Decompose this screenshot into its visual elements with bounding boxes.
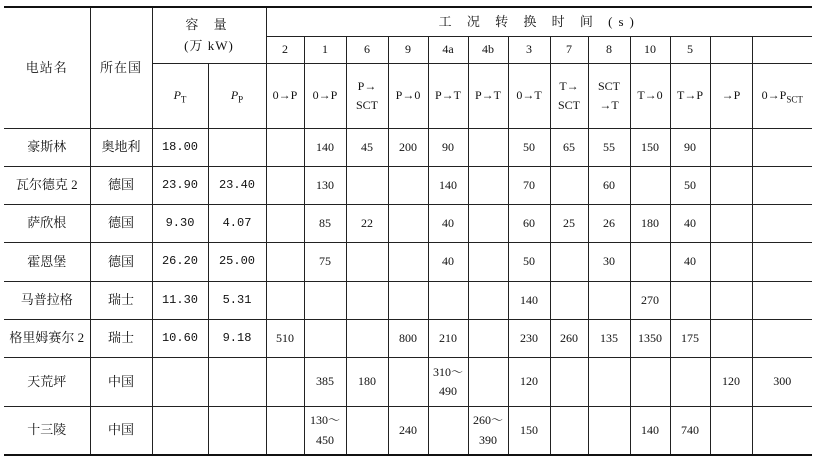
time-value-cell: 26 <box>588 205 630 243</box>
pp-value-cell: 4.07 <box>208 205 266 243</box>
time-value-cell <box>266 282 304 320</box>
trans-cell <box>550 64 588 129</box>
header-time: 工 况 转 换 时 间 (s) <box>266 7 812 37</box>
time-value-cell: 1350 <box>630 320 670 358</box>
trans-label: P→0 <box>395 88 421 103</box>
trans-cell <box>630 64 670 129</box>
pt-value-cell: 9.30 <box>152 205 208 243</box>
time-value-cell: 800 <box>388 320 428 358</box>
trans-cell <box>670 64 710 129</box>
pp-value-cell: 25.00 <box>208 243 266 282</box>
time-value-cell <box>752 129 812 167</box>
trans-cell <box>752 64 812 129</box>
time-value-cell: 22 <box>346 205 388 243</box>
time-value-cell: 70 <box>508 167 550 205</box>
pt-value-cell <box>152 407 208 456</box>
num-cell: 9 <box>388 37 428 64</box>
time-value-cell <box>588 358 630 407</box>
time-value-cell: 150 <box>508 407 550 456</box>
country-cell: 瑞士 <box>90 320 152 358</box>
time-value-cell: 310～ 490 <box>428 358 468 407</box>
time-value-cell: 740 <box>670 407 710 456</box>
num-cell: 7 <box>550 37 588 64</box>
station-name-cell: 瓦尔德克 2 <box>4 167 90 205</box>
country-cell: 德国 <box>90 243 152 282</box>
time-value-cell: 90 <box>428 129 468 167</box>
pt-value-cell <box>152 358 208 407</box>
num-cell: 1 <box>304 37 346 64</box>
num-cell <box>752 37 812 64</box>
pp-value-cell: 23.40 <box>208 167 266 205</box>
num-cell: 8 <box>588 37 630 64</box>
table-row <box>4 407 812 456</box>
time-value-cell <box>670 282 710 320</box>
time-value-cell <box>588 407 630 456</box>
station-name-cell: 天荒坪 <box>4 358 90 407</box>
time-value-cell: 60 <box>508 205 550 243</box>
num-cell: 2 <box>266 37 304 64</box>
time-value-cell <box>710 205 752 243</box>
time-value-cell: 130～ 450 <box>304 407 346 456</box>
trans-label: P→ SCT <box>355 78 378 112</box>
time-value-cell <box>588 282 630 320</box>
time-value-cell <box>752 282 812 320</box>
time-value-cell <box>468 282 508 320</box>
time-value-cell: 60 <box>588 167 630 205</box>
time-value-cell <box>630 243 670 282</box>
trans-label: SCT →T <box>597 78 620 112</box>
trans-cell <box>266 64 304 129</box>
time-value-cell <box>670 358 710 407</box>
pp-value-cell <box>208 129 266 167</box>
time-value-cell: 120 <box>710 358 752 407</box>
pp-value-cell: 5.31 <box>208 282 266 320</box>
time-value-cell <box>710 167 752 205</box>
time-value-cell <box>388 358 428 407</box>
time-value-cell: 150 <box>630 129 670 167</box>
time-value-cell <box>388 243 428 282</box>
time-value-cell <box>752 243 812 282</box>
time-value-cell: 140 <box>630 407 670 456</box>
trans-cell <box>588 64 630 129</box>
time-value-cell: 510 <box>266 320 304 358</box>
time-value-cell <box>304 320 346 358</box>
country-cell: 中国 <box>90 358 152 407</box>
table-row <box>4 167 812 205</box>
time-value-cell <box>752 407 812 456</box>
trans-label: 0→P <box>272 88 298 103</box>
time-value-cell <box>304 282 346 320</box>
num-cell <box>710 37 752 64</box>
table-container <box>4 6 812 456</box>
time-value-cell <box>266 243 304 282</box>
header-pp <box>208 64 266 129</box>
time-value-cell <box>346 320 388 358</box>
time-value-cell <box>468 243 508 282</box>
pp-symbol: P <box>230 87 239 102</box>
time-value-cell: 30 <box>588 243 630 282</box>
time-value-cell <box>710 282 752 320</box>
time-value-cell: 65 <box>550 129 588 167</box>
time-value-cell: 210 <box>428 320 468 358</box>
time-value-cell <box>346 243 388 282</box>
time-value-cell: 85 <box>304 205 346 243</box>
time-value-cell: 130 <box>304 167 346 205</box>
trans-label: 0→P <box>312 88 338 103</box>
time-value-cell: 40 <box>428 205 468 243</box>
time-value-cell <box>710 407 752 456</box>
time-value-cell <box>752 320 812 358</box>
time-value-cell: 200 <box>388 129 428 167</box>
psct-subscript: SCT <box>786 94 803 104</box>
time-value-cell <box>710 320 752 358</box>
table-body <box>4 129 812 456</box>
time-value-cell <box>346 282 388 320</box>
time-value-cell: 135 <box>588 320 630 358</box>
station-name-cell: 格里姆赛尔 2 <box>4 320 90 358</box>
time-value-cell: 180 <box>630 205 670 243</box>
time-value-cell <box>428 282 468 320</box>
capacity-label: 容 量 <box>185 16 233 32</box>
time-value-cell: 75 <box>304 243 346 282</box>
time-value-cell: 385 <box>304 358 346 407</box>
time-value-cell <box>630 167 670 205</box>
time-value-cell: 140 <box>304 129 346 167</box>
time-value-cell: 90 <box>670 129 710 167</box>
station-name-cell: 豪斯林 <box>4 129 90 167</box>
time-value-cell <box>266 205 304 243</box>
time-value-cell <box>550 358 588 407</box>
time-value-cell: 25 <box>550 205 588 243</box>
trans-label: →P <box>721 88 741 103</box>
country-cell: 瑞士 <box>90 282 152 320</box>
time-value-cell: 50 <box>670 167 710 205</box>
time-value-cell: 140 <box>508 282 550 320</box>
time-value-cell <box>388 205 428 243</box>
time-value-cell: 40 <box>428 243 468 282</box>
time-value-cell <box>266 358 304 407</box>
num-cell: 5 <box>670 37 710 64</box>
time-value-cell <box>468 320 508 358</box>
time-value-cell: 260 <box>550 320 588 358</box>
time-value-cell: 300 <box>752 358 812 407</box>
time-value-cell <box>266 167 304 205</box>
time-value-cell <box>346 407 388 456</box>
trans-label: 0→T <box>516 88 542 103</box>
country-cell: 德国 <box>90 205 152 243</box>
trans-cell <box>710 64 752 129</box>
station-name-cell: 霍恩堡 <box>4 243 90 282</box>
time-value-cell: 270 <box>630 282 670 320</box>
time-value-cell: 55 <box>588 129 630 167</box>
time-value-cell: 50 <box>508 243 550 282</box>
header-country: 所在国 <box>90 7 152 129</box>
table-row <box>4 129 812 167</box>
num-cell: 4b <box>468 37 508 64</box>
pp-subscript: P <box>238 94 244 104</box>
time-value-cell: 50 <box>508 129 550 167</box>
time-value-cell: 120 <box>508 358 550 407</box>
pt-value-cell: 11.30 <box>152 282 208 320</box>
time-value-cell <box>710 243 752 282</box>
table-row <box>4 358 812 407</box>
country-cell: 奥地利 <box>90 129 152 167</box>
table-row <box>4 282 812 320</box>
time-value-cell <box>468 129 508 167</box>
time-value-cell <box>266 129 304 167</box>
trans-cell <box>508 64 550 129</box>
pt-symbol: P <box>173 87 181 102</box>
time-value-cell <box>550 243 588 282</box>
time-value-cell: 230 <box>508 320 550 358</box>
time-value-cell <box>752 167 812 205</box>
trans-label-psct: $0\to P_{SCT}$ <box>761 87 803 104</box>
table-row <box>4 320 812 358</box>
country-cell: 德国 <box>90 167 152 205</box>
pt-value-cell: 26.20 <box>152 243 208 282</box>
time-value-cell <box>388 167 428 205</box>
time-value-cell <box>752 205 812 243</box>
trans-label: T→ SCT <box>557 78 580 112</box>
trans-label: T→P <box>676 88 703 103</box>
pt-subscript: T <box>180 94 187 104</box>
pt-value-cell: 10.60 <box>152 320 208 358</box>
trans-label: P→T <box>474 88 501 103</box>
header-station: 电站名 <box>4 7 90 129</box>
time-value-cell <box>388 282 428 320</box>
trans-label: T→0 <box>637 88 663 103</box>
time-value-cell <box>266 407 304 456</box>
country-cell: 中国 <box>90 407 152 456</box>
time-value-cell: 260～ 390 <box>468 407 508 456</box>
time-value-cell: 40 <box>670 205 710 243</box>
time-value-cell <box>346 167 388 205</box>
time-value-cell <box>468 358 508 407</box>
time-value-cell: 175 <box>670 320 710 358</box>
time-value-cell <box>550 282 588 320</box>
station-name-cell: 十三陵 <box>4 407 90 456</box>
time-value-cell <box>550 407 588 456</box>
time-value-cell <box>428 407 468 456</box>
header-pt <box>152 64 208 129</box>
table-row <box>4 205 812 243</box>
pp-value-cell <box>208 358 266 407</box>
pp-value-cell <box>208 407 266 456</box>
conversion-time-table <box>4 6 812 456</box>
time-value-cell: 45 <box>346 129 388 167</box>
trans-cell <box>428 64 468 129</box>
pt-value-cell: 23.90 <box>152 167 208 205</box>
time-value-cell <box>630 358 670 407</box>
table-row <box>4 243 812 282</box>
time-value-cell <box>710 129 752 167</box>
time-value-cell: 240 <box>388 407 428 456</box>
station-name-cell: 马普拉格 <box>4 282 90 320</box>
time-value-cell: 40 <box>670 243 710 282</box>
time-value-cell <box>550 167 588 205</box>
num-cell: 10 <box>630 37 670 64</box>
num-cell: 4a <box>428 37 468 64</box>
time-value-cell <box>468 205 508 243</box>
trans-cell <box>346 64 388 129</box>
capacity-unit: (万 kW) <box>184 37 234 53</box>
num-cell: 6 <box>346 37 388 64</box>
time-value-cell: 180 <box>346 358 388 407</box>
time-value-cell: 140 <box>428 167 468 205</box>
num-cell: 3 <box>508 37 550 64</box>
trans-cell <box>388 64 428 129</box>
station-name-cell: 萨欣根 <box>4 205 90 243</box>
trans-cell <box>304 64 346 129</box>
trans-cell <box>468 64 508 129</box>
trans-label: P→T <box>434 88 461 103</box>
pp-value-cell: 9.18 <box>208 320 266 358</box>
pt-value-cell: 18.00 <box>152 129 208 167</box>
header-capacity <box>152 7 266 64</box>
time-value-cell <box>468 167 508 205</box>
